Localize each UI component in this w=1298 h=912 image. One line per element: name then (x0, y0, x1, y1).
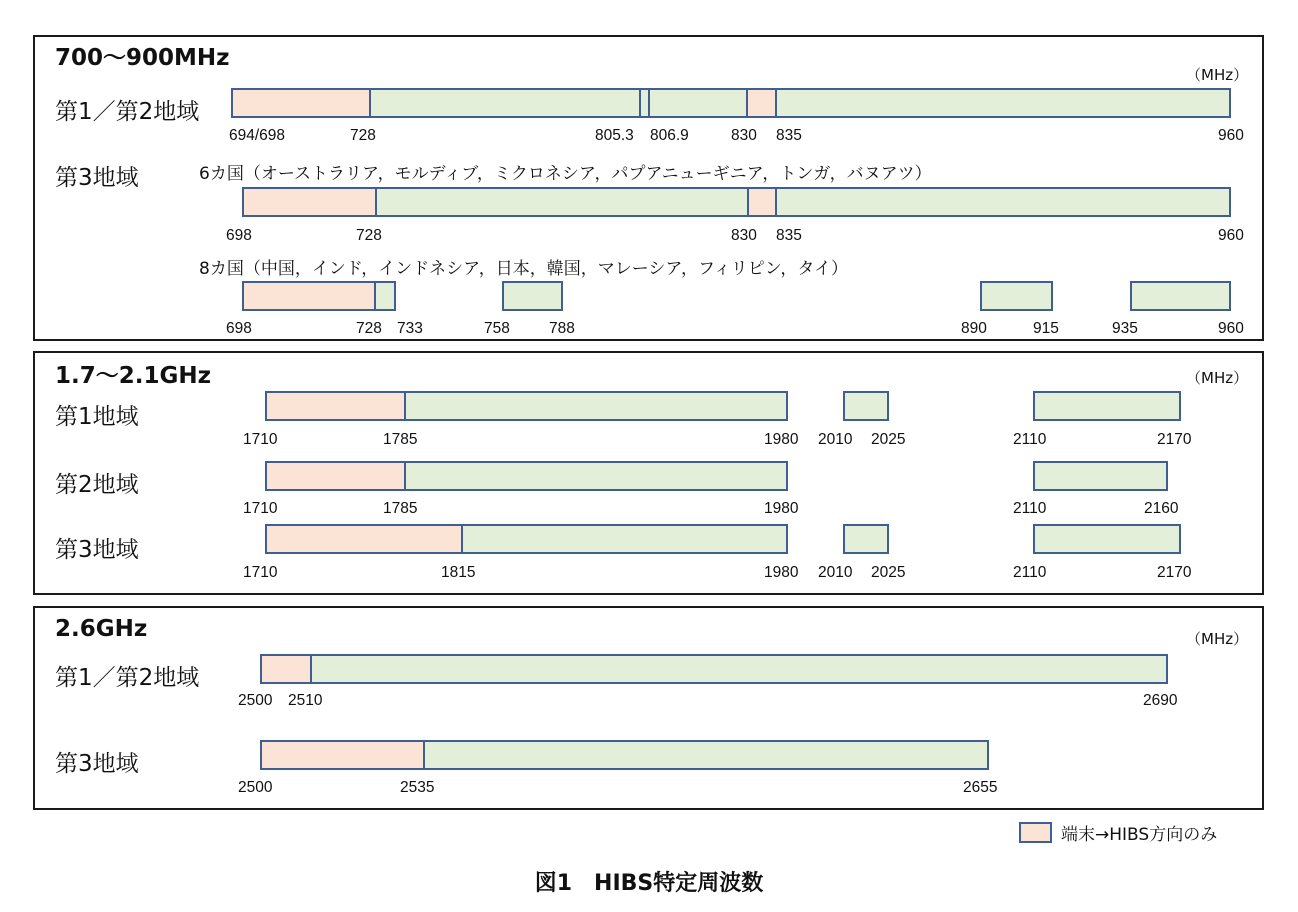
unit-label: （MHz） (1186, 66, 1249, 84)
band-segment-uplink-only (231, 88, 371, 118)
tick-label: 915 (1033, 320, 1059, 337)
country-group-label: 6カ国（オーストラリア，モルディブ，ミクロネシア，パプアニューギニア，トンガ，バヌアツ） (199, 164, 932, 184)
tick-label: 728 (356, 320, 382, 337)
band-segment (775, 187, 1231, 217)
band-segment (502, 281, 563, 311)
tick-label: 2655 (963, 779, 998, 796)
tick-label: 2170 (1157, 431, 1192, 448)
tick-label: 694/698 (229, 127, 286, 144)
band-segment (775, 88, 1231, 118)
band-segment-uplink-only (242, 281, 376, 311)
tick-label: 1980 (764, 431, 799, 448)
band-segment-uplink-only (265, 524, 463, 554)
band-segment (369, 88, 641, 118)
tick-label: 2110 (1013, 564, 1047, 581)
band-segment (404, 461, 788, 491)
band-segment (843, 391, 889, 421)
band-segment-uplink-only (260, 740, 425, 770)
tick-label: 1785 (383, 431, 418, 448)
tick-label: 1815 (441, 564, 476, 581)
tick-label: 2500 (238, 779, 273, 796)
tick-label: 1785 (383, 500, 418, 517)
tick-label: 728 (356, 227, 382, 244)
tick-label: 960 (1218, 227, 1244, 244)
band-segment-uplink-only (746, 88, 777, 118)
tick-label: 890 (961, 320, 987, 337)
panel-title: 700～900MHz (55, 45, 230, 71)
region-label: 第3地域 (55, 537, 139, 563)
tick-label: 2025 (871, 431, 906, 448)
legend-label: 端末→HIBS方向のみ (1061, 825, 1218, 845)
tick-label: 835 (776, 127, 802, 144)
tick-label: 835 (776, 227, 802, 244)
figure-caption: 図1 HIBS特定周波数 (534, 871, 764, 896)
region-label: 第3地域 (55, 751, 139, 777)
band-segment-uplink-only (747, 187, 777, 217)
band-segment (375, 187, 749, 217)
tick-label: 1710 (243, 564, 278, 581)
band-segment-uplink-only (265, 391, 406, 421)
panel-2.6ghz (33, 606, 1264, 810)
unit-label: （MHz） (1186, 369, 1249, 387)
tick-label: 830 (731, 127, 757, 144)
tick-label: 960 (1218, 127, 1244, 144)
tick-label: 733 (397, 320, 423, 337)
tick-label: 960 (1218, 320, 1244, 337)
tick-label: 2010 (818, 431, 853, 448)
band-segment (310, 654, 1168, 684)
band-segment (980, 281, 1053, 311)
tick-label: 806.9 (650, 127, 689, 144)
band-segment (1033, 461, 1168, 491)
tick-label: 2110 (1013, 500, 1047, 517)
region-label: 第1／第2地域 (55, 665, 200, 691)
unit-label: （MHz） (1186, 630, 1249, 648)
region-label: 第3地域 (55, 165, 139, 191)
tick-label: 2535 (400, 779, 435, 796)
band-segment-uplink-only (242, 187, 377, 217)
band-segment (404, 391, 788, 421)
tick-label: 1710 (243, 500, 278, 517)
tick-label: 788 (549, 320, 575, 337)
tick-label: 830 (731, 227, 757, 244)
tick-label: 2110 (1013, 431, 1047, 448)
tick-label: 805.3 (595, 127, 634, 144)
tick-label: 2010 (818, 564, 853, 581)
band-segment (1130, 281, 1231, 311)
tick-label: 2690 (1143, 692, 1178, 709)
band-segment (1033, 391, 1181, 421)
panel-title: 2.6GHz (55, 616, 148, 642)
tick-label: 758 (484, 320, 510, 337)
band-segment-uplink-only (260, 654, 312, 684)
band-segment-uplink-only (265, 461, 406, 491)
region-label: 第1地域 (55, 404, 139, 430)
region-label: 第1／第2地域 (55, 99, 200, 125)
tick-label: 698 (226, 227, 252, 244)
panel-title: 1.7～2.1GHz (55, 363, 212, 389)
band-segment (1033, 524, 1181, 554)
country-group-label: 8カ国（中国，インド，インドネシア，日本，韓国，マレーシア，フィリピン，タイ） (199, 259, 848, 279)
tick-label: 698 (226, 320, 252, 337)
region-label: 第2地域 (55, 472, 139, 498)
band-segment (374, 281, 396, 311)
band-segment (648, 88, 748, 118)
band-segment (461, 524, 788, 554)
tick-label: 2170 (1157, 564, 1192, 581)
tick-label: 2500 (238, 692, 273, 709)
tick-label: 728 (350, 127, 376, 144)
band-segment (843, 524, 889, 554)
band-segment (423, 740, 989, 770)
tick-label: 1710 (243, 431, 278, 448)
tick-label: 1980 (764, 500, 799, 517)
legend-swatch (1019, 822, 1052, 843)
tick-label: 2160 (1144, 500, 1179, 517)
tick-label: 2025 (871, 564, 906, 581)
tick-label: 1980 (764, 564, 799, 581)
tick-label: 2510 (288, 692, 323, 709)
tick-label: 935 (1112, 320, 1138, 337)
